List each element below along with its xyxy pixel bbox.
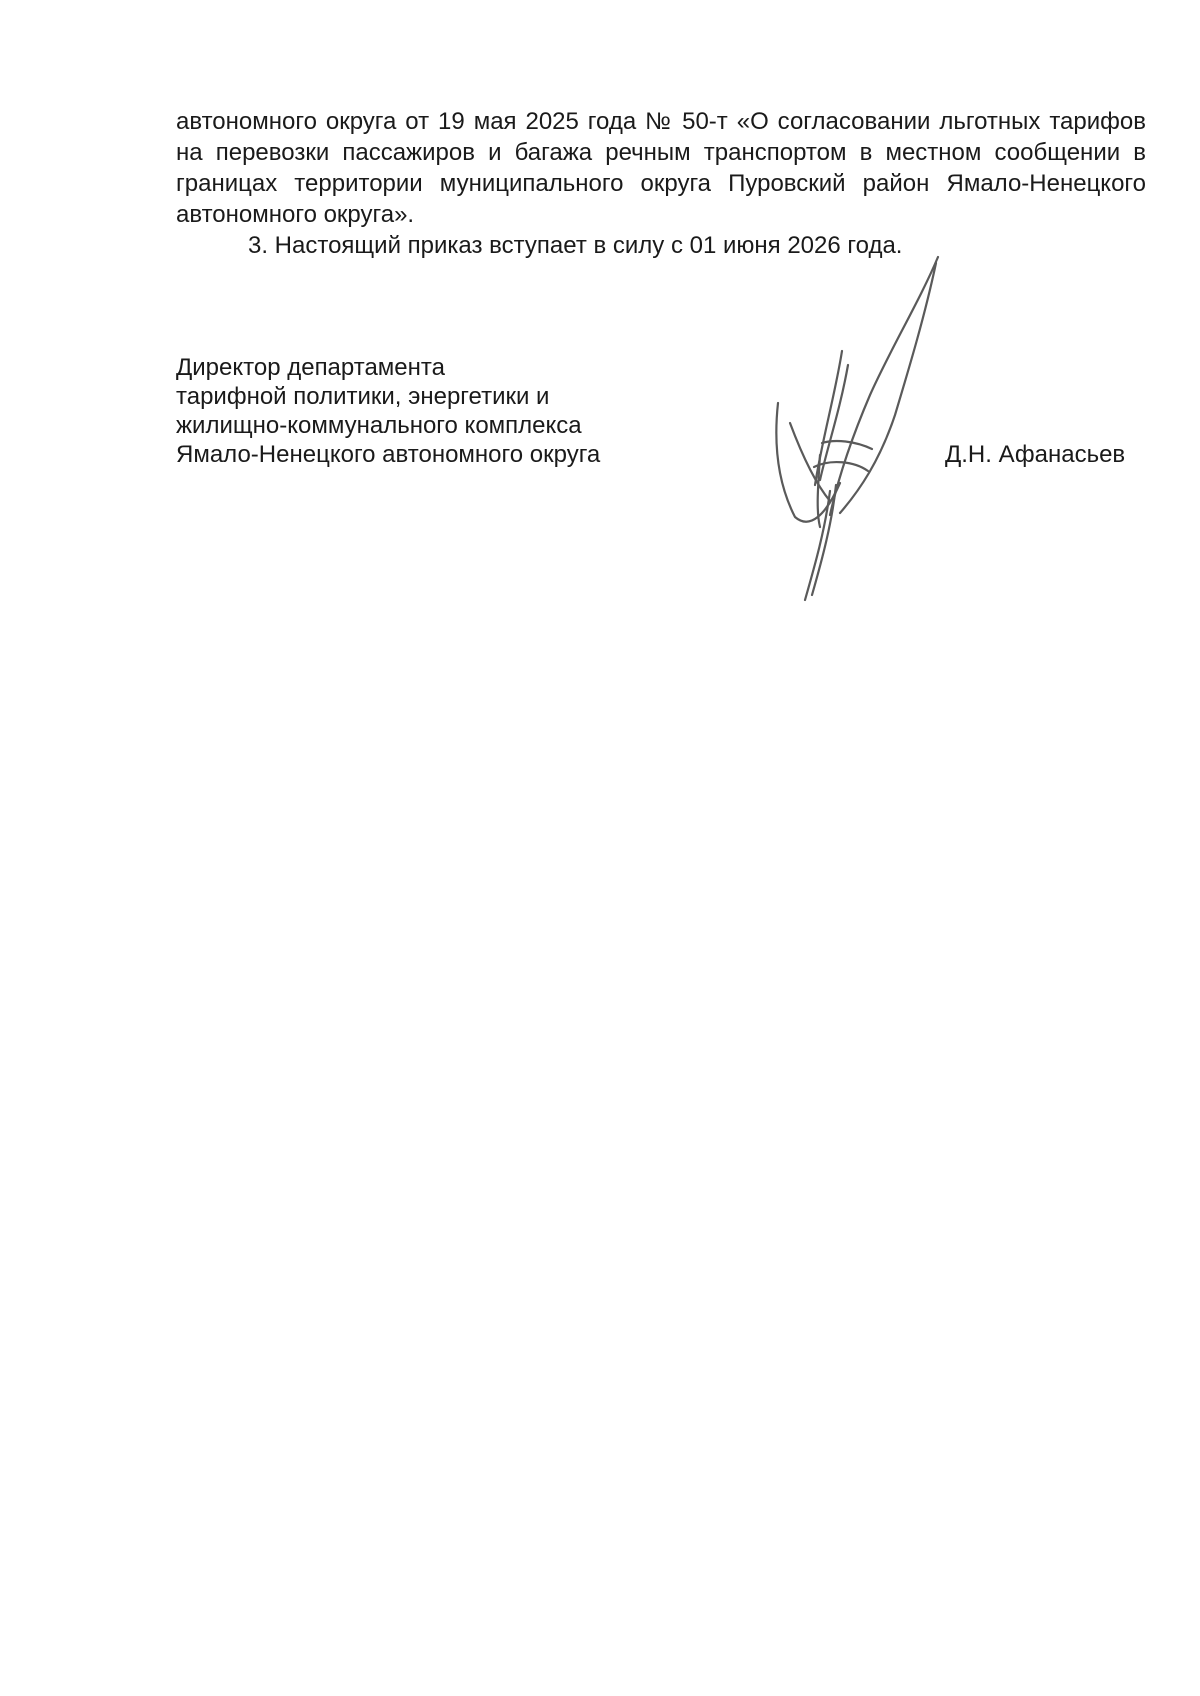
signatory-title-line: жилищно-коммунального комплекса <box>176 412 582 439</box>
signatory-title-line: Ямало-Ненецкого автономного округа <box>176 441 601 468</box>
signatory-title-line: Директор департамента <box>176 354 445 381</box>
signatory-name: Д.Н. Афанасьев <box>945 441 1126 468</box>
signatory-title-line: тарифной политики, энергетики и <box>176 383 550 410</box>
paragraph-item-3: 3. Настоящий приказ вступает в силу с 01 июня 2026 года. <box>248 232 903 259</box>
paragraph-continuation: автономного округа от 19 мая 2025 года № 50-т «О согласовании льготных тарифов на перевозки пассажиров и багажа речным транспортом в местном сообщении в границах территории муниципального округа Пуровский район Ямало-Ненецкого автономного округа». <box>176 108 1146 228</box>
document-body <box>176 106 1146 261</box>
signatory-title-block <box>176 353 696 469</box>
handwritten-signature <box>760 255 960 605</box>
